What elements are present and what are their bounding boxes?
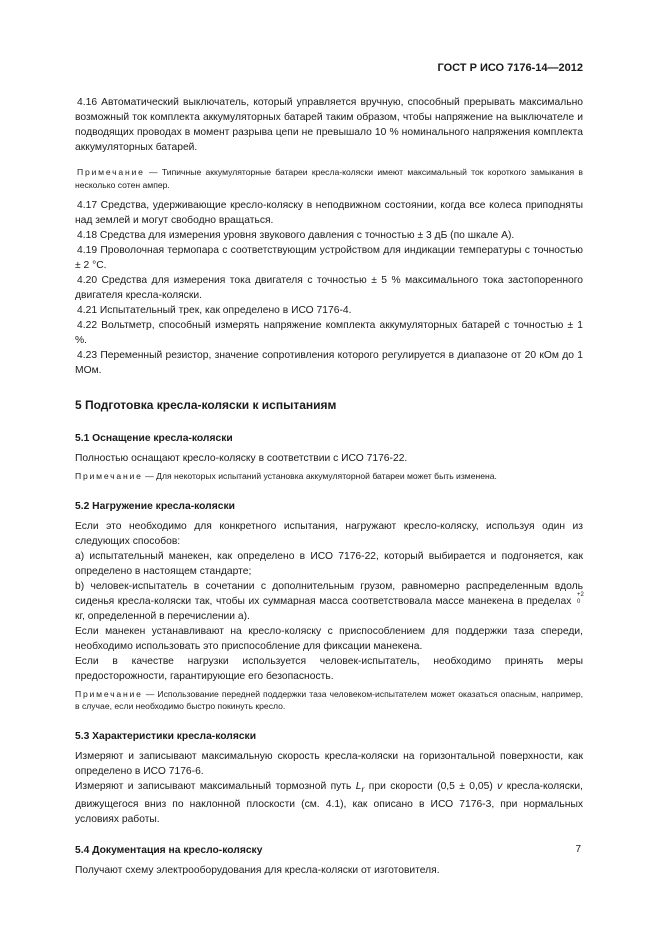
note-text: — Типичные аккумуляторные батареи кресла-коляски имеют максимальный ток короткого замыкания в несколько сотен ампер. xyxy=(75,167,584,190)
item-b-text: b) человек-испытатель в сочетании с дополнительным грузом, равномерно распределенным вдоль сиденья кресла-коляски так, чтобы их суммарная масса соответствовала массе манекена в пределах xyxy=(75,580,583,607)
item-4-18: 4.18 Средства для измерения уровня звукового давления с точностью ± 3 дБ (по шкале A). xyxy=(77,230,515,241)
section-5-4-title: 5.4 Документация на кресло-коляску xyxy=(75,844,263,856)
note-3 xyxy=(75,688,583,713)
item-4-21: 4.21 Испытательный трек, как определено в ИСО 7176-4. xyxy=(77,305,352,316)
item-4-17: 4.17 Средства, удерживающие кресло-коляску в неподвижном состоянии, когда все колеса приподняты над землей и могут свободно вращаться. xyxy=(75,200,583,226)
note-label: Примечание xyxy=(77,167,145,177)
tolerance-lower: 0 xyxy=(576,598,581,605)
section-5-1-title: 5.1 Оснащение кресла-коляски xyxy=(75,433,233,444)
tolerance-upper: +2 xyxy=(576,591,584,598)
para-text: кресла-коляски, движущегося вниз по наклонной плоскости (см. 4.1), как описано в ИСО 7176-3, при нормальных условиях работы. xyxy=(75,780,583,825)
page-number: 7 xyxy=(575,844,581,855)
symbol-L-subscript: r xyxy=(361,783,365,794)
document-body xyxy=(75,95,583,878)
section-5-2-para-3: Если в качестве нагрузки используется человек-испытатель, необходимо принять меры предосторожности, гарантирующие его безопасность. xyxy=(75,655,583,682)
note-label: Примечание xyxy=(75,471,143,481)
item-4-23: 4.23 Переменный резистор, значение сопротивления которого регулируется в диапазоне от 20 кОм до 1 МОм. xyxy=(75,350,583,376)
section-5-3-title: 5.3 Характеристики кресла-коляски xyxy=(75,730,257,742)
note-2 xyxy=(75,470,583,483)
section-5-2-item-a: а) испытательный манекен, как определено в ИСО 7176-22, который выбирается и подгоняется, как определено в настоящем стандарте; xyxy=(75,550,583,577)
item-b-end: кг, определенной в перечислении а). xyxy=(75,610,250,622)
item-4-22: 4.22 Вольтметр, способный измерять напряжение комплекта аккумуляторных батарей с точностью ± 1 %. xyxy=(75,320,583,346)
para-text: Измеряют и записывают максимальный тормозной путь xyxy=(75,780,352,792)
para-text: при скорости (0,5 ± 0,05) xyxy=(368,780,493,792)
section-5-3-para-1: Измеряют и записывают максимальную скорость кресла-коляски на горизонтальной поверхности, как определено в ИСО 7176-6. xyxy=(75,750,583,777)
item-4-19: 4.19 Проволочная термопара с соответствующим устройством для индикации температуры с точностью ± 2 °С. xyxy=(75,245,583,271)
note-text: — Для некоторых испытаний установка аккумуляторной батареи может быть изменена. xyxy=(145,471,497,481)
standard-header: ГОСТ Р ИСО 7176-14—2012 xyxy=(437,62,583,74)
section-5-1-text: Полностью оснащают кресло-коляску в соответствии с ИСО 7176-22. xyxy=(75,453,408,464)
section-5-2-para-2: Если манекен устанавливают на кресло-коляску с приспособлением для поддержки таза спереди, необходимо использовать это приспособление для фиксации манекена. xyxy=(75,625,583,652)
note-1 xyxy=(75,166,583,191)
symbol-L xyxy=(356,781,365,792)
item-4-20: 4.20 Средства для измерения тока двигателя с точностью ± 5 % максимального тока застопоренного двигателя кресла-коляски. xyxy=(75,275,583,301)
section-5-title: 5 Подготовка кресла-коляски к испытаниям xyxy=(75,398,337,412)
section-5-2-para-1: Если это необходимо для конкретного испытания, нагружают кресло-коляску, используя один из следующих способов: xyxy=(75,520,583,547)
note-text: — Использование передней поддержки таза человеком-испытателем может оказаться опасным, например, в случае, если необходимо быстро покинуть кресло. xyxy=(75,688,583,711)
note-label: Примечание xyxy=(75,688,143,699)
tolerance-fraction xyxy=(575,591,584,606)
section-5-4-text: Получают схему электрооборудования для кресла-коляски от изготовителя. xyxy=(75,864,440,876)
symbol-v: v xyxy=(497,780,503,792)
section-5-2-title: 5.2 Нагружение кресла-коляски xyxy=(75,500,235,512)
item-4-16: 4.16 Автоматический выключатель, который управляется вручную, способный прерывать максимально возможный ток комплекта аккумуляторных батарей таким образом, чтобы напряжение на выключателе и подводящих проводах в момент разрыва цепи не превышало 10 % номинального напряжения комплекта аккумуляторных батарей. xyxy=(75,97,583,153)
symbol-L-letter: L xyxy=(355,780,362,792)
section-5-2-item-b xyxy=(75,579,583,624)
section-5-3-para-2 xyxy=(75,779,583,827)
